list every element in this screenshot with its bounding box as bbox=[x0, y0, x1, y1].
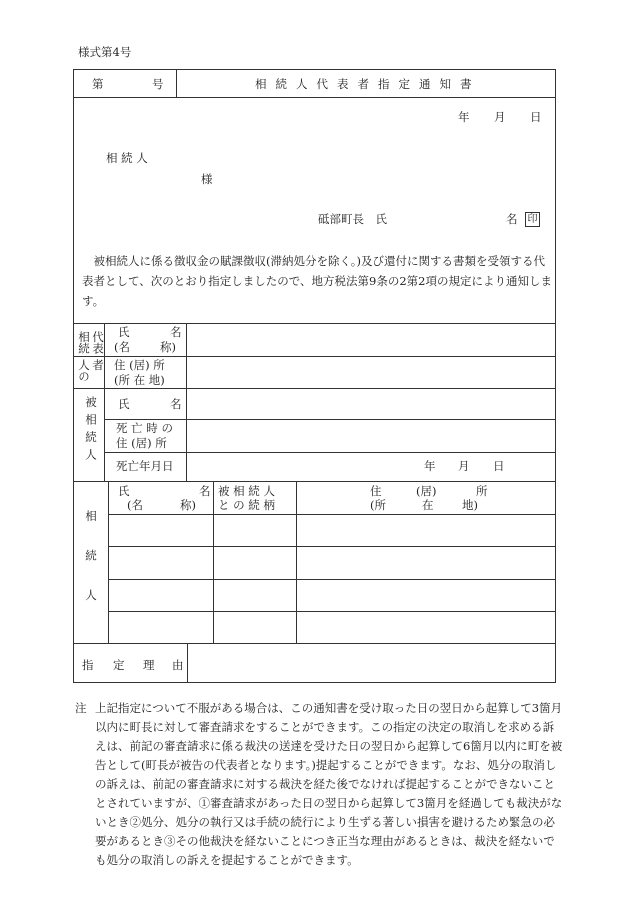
heirs-col-name-2: 名 bbox=[199, 484, 211, 498]
appeal-note bbox=[75, 699, 563, 870]
heirs-label-vdivider bbox=[108, 481, 109, 643]
heirs-col-name-sub-2: 称) bbox=[180, 498, 196, 512]
heirs-row-divider-3 bbox=[108, 579, 556, 580]
heirs-col-relation-1: 被 相 続 人 bbox=[218, 484, 275, 498]
date-month: 月 bbox=[494, 110, 506, 124]
rep-row-divider bbox=[73, 356, 556, 357]
decedent-row-divider-1 bbox=[104, 419, 556, 420]
body-divider bbox=[73, 323, 556, 324]
rep-name-label-1: 氏 bbox=[118, 325, 130, 339]
notice-body-text: 被相続人に係る徴収金の賦課徴収(滞納処分を除く。)及び還付に関する書類を受領する代表者として、次のとおり指定しましたので、地方税法第9条の2第2項の規定により通知します。 bbox=[82, 254, 552, 308]
rep-address-label: 住 (居) 所 bbox=[114, 358, 165, 372]
heirs-col-name-sub-1: (名 bbox=[127, 498, 143, 512]
number-suffix: 号 bbox=[152, 77, 164, 91]
addressee-heirs: 相 続 人 bbox=[106, 151, 148, 165]
heirs-group-label: 相続人 bbox=[84, 510, 98, 629]
header-divider bbox=[73, 97, 556, 98]
decedent-name-label-2: 名 bbox=[170, 397, 182, 411]
heirs-col-address-2: (居) bbox=[416, 484, 437, 498]
reason-label-4: 由 bbox=[172, 658, 184, 672]
heirs-name-vdivider bbox=[213, 481, 214, 643]
rep-decedent-divider bbox=[73, 388, 556, 389]
heirs-col-address-sub-1: (所 bbox=[370, 498, 386, 512]
heirs-relation-vdivider bbox=[296, 481, 297, 643]
field-label-vdivider bbox=[186, 323, 187, 481]
date-day: 日 bbox=[530, 110, 542, 124]
header-vdivider bbox=[176, 69, 177, 97]
reason-label-2: 定 bbox=[113, 658, 125, 672]
heirs-col-name-1: 氏 bbox=[118, 484, 130, 498]
addressee-honorific: 様 bbox=[201, 172, 213, 186]
heirs-row-divider-2 bbox=[108, 546, 556, 547]
rep-name-sub-1: (名 bbox=[114, 340, 130, 354]
death-date-day: 日 bbox=[493, 459, 505, 473]
rep-group-label-4: 者 bbox=[91, 359, 105, 371]
seal-text: 印 bbox=[525, 212, 540, 227]
form-title: 相続人代表者指定通知書 bbox=[255, 77, 481, 91]
rep-name-sub-2: 称) bbox=[160, 340, 176, 354]
reason-vdivider bbox=[187, 643, 188, 683]
rep-name-label-2: 名 bbox=[170, 325, 182, 339]
note-lead: 注 bbox=[75, 701, 87, 715]
rep-group-label-2: 代表 bbox=[91, 331, 105, 354]
heirs-col-address-sub-3: 地) bbox=[462, 498, 478, 512]
decedent-address-label-2: 住 (居) 所 bbox=[116, 436, 167, 450]
death-date-label: 死亡年月日 bbox=[116, 459, 174, 473]
rep-address-sub: (所 在 地) bbox=[114, 373, 165, 387]
heirs-row-divider-1 bbox=[108, 514, 556, 515]
heirs-col-relation-2: と の 続 柄 bbox=[218, 498, 275, 512]
death-date-year: 年 bbox=[424, 459, 436, 473]
heirs-row-divider-4 bbox=[108, 611, 556, 612]
note-text: 上記指定について不服がある場合は、この通知書を受け取った日の翌日から起算して3箇月以内に町長に対して審査請求をすることができます。この指定の決定の取消しを求める訴えは、前記の審査請求に係る裁決の送達を受けた日の翌日から起算して6箇月以内に町を被告として(町長が被告の代表者となります。)提起することができます。なお、処分の取消しの訴えは、前記の審査請求に対する裁決を経た後でなければ提起することができないこととされていますが、①審査請求があった日の翌日から起算して3箇月を経過しても裁決がないとき②処分、処分の執行又は手続の続行により生ずる著しい損害を避けるため緊急の必要があるとき③その他裁決を経ないことにつき正当な理由があるときは、裁決を経ないでも処分の取消しの訴えを提起することができます。 bbox=[95, 701, 563, 867]
rep-group-label-1: 相続 bbox=[77, 331, 91, 354]
heirs-reason-divider bbox=[73, 643, 556, 644]
decedent-heirs-divider bbox=[73, 481, 556, 482]
heirs-col-address-sub-2: 在 bbox=[422, 498, 434, 512]
reason-label-1: 指 bbox=[82, 658, 94, 672]
sender-name-end: 名 bbox=[506, 212, 518, 226]
date-year: 年 bbox=[458, 110, 470, 124]
sender-title: 砥部町長 氏 bbox=[318, 212, 387, 226]
number-prefix: 第 bbox=[92, 77, 104, 91]
decedent-row-divider-2 bbox=[104, 452, 556, 453]
decedent-group-label: 被相続人 bbox=[84, 396, 98, 466]
heirs-col-address-3: 所 bbox=[476, 484, 488, 498]
reason-label-3: 理 bbox=[143, 658, 155, 672]
death-date-month: 月 bbox=[458, 459, 470, 473]
decedent-address-label-1: 死 亡 時 の bbox=[116, 421, 173, 435]
heirs-col-address-1: 住 bbox=[370, 484, 382, 498]
form-number-label: 様式第4号 bbox=[78, 45, 132, 59]
seal-mark bbox=[525, 211, 540, 227]
decedent-name-label-1: 氏 bbox=[118, 397, 130, 411]
rep-group-label-3: 人の bbox=[77, 359, 91, 382]
